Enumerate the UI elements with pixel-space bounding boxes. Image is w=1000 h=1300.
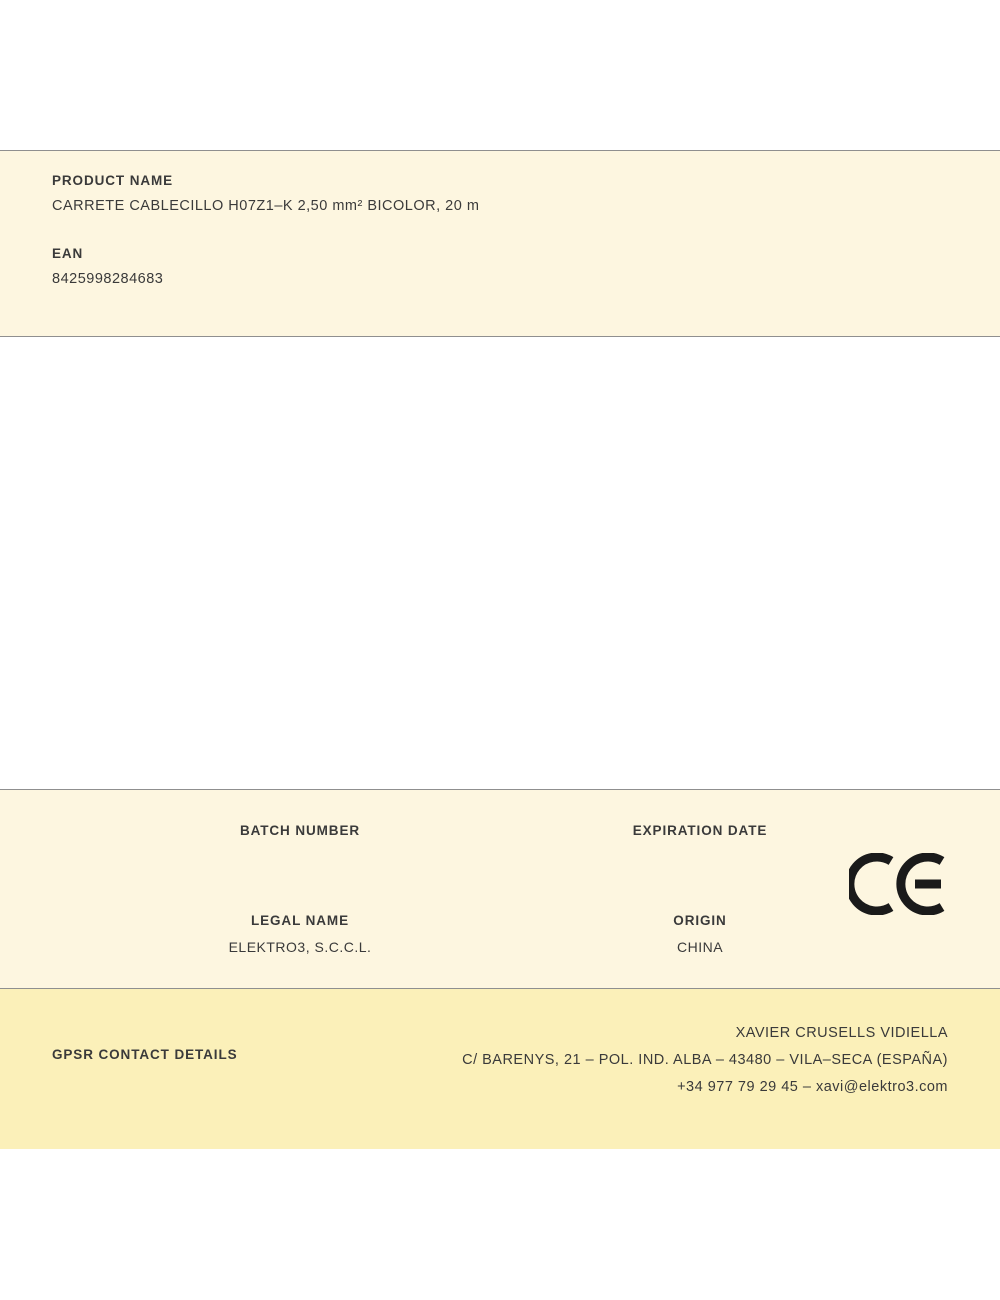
gpsr-contact-section [0,989,1000,1149]
product-name-value: CARRETE CABLECILLO H07Z1–K 2,50 mm² BICOLOR, 20 m [52,198,480,214]
product-info-section [0,150,1000,337]
product-name-field [52,173,948,214]
expiration-date-label: EXPIRATION DATE [632,823,768,838]
legal-name-field [100,913,500,955]
expiration-date-value [500,849,900,865]
ean-field [52,246,948,287]
legal-name-label: LEGAL NAME [250,913,349,928]
ean-label: EAN [52,246,84,261]
ean-value: 8425998284683 [52,271,164,287]
origin-value: CHINA [676,939,724,955]
gpsr-contact-label: GPSR CONTACT DETAILS [52,1046,238,1062]
origin-field [500,913,900,955]
product-image-area [0,337,1000,789]
legal-name-value: ELEKTRO3, S.C.C.L. [228,939,372,955]
meta-row-legal [0,913,1000,955]
expiration-date-field [500,823,900,865]
gpsr-contact-person: XAVIER CRUSELLS VIDIELLA [735,1025,948,1041]
ce-marking-icon [849,853,945,915]
gpsr-contact-phone-email: +34 977 79 29 45 – xavi@elektro3.com [677,1079,948,1095]
product-name-label: PRODUCT NAME [52,173,174,188]
batch-number-label: BATCH NUMBER [239,823,361,838]
gpsr-contact-details [462,1025,948,1095]
page-footer-area [0,1149,1000,1300]
batch-number-value [100,849,500,865]
batch-number-field [100,823,500,865]
product-meta-section [0,789,1000,989]
gpsr-contact-address: C/ BARENYS, 21 – POL. IND. ALBA – 43480 – VILA–SECA (ESPAÑA) [462,1052,948,1068]
origin-label: ORIGIN [673,913,727,928]
